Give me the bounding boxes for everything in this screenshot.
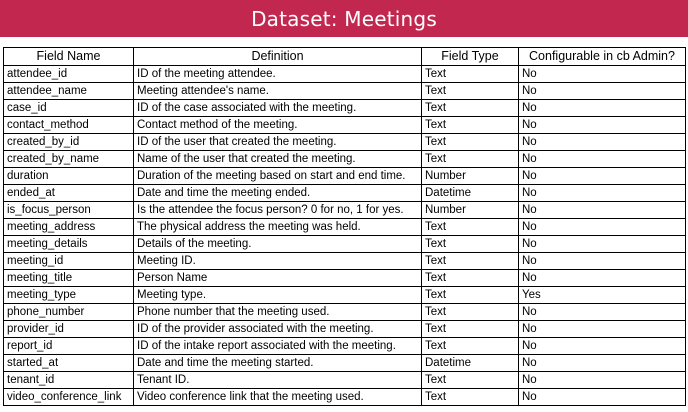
cell-configurable: No xyxy=(519,270,686,287)
cell-definition: Tenant ID. xyxy=(134,372,422,389)
cell-configurable: No xyxy=(519,338,686,355)
page-title: Dataset: Meetings xyxy=(251,6,437,31)
cell-field-name: meeting_title xyxy=(4,270,134,287)
cell-field-name: meeting_type xyxy=(4,287,134,304)
cell-definition: Duration of the meeting based on start and end time. xyxy=(134,168,422,185)
cell-field-type: Text xyxy=(422,372,519,389)
cell-field-type: Text xyxy=(422,117,519,134)
cell-definition: Name of the user that created the meeting. xyxy=(134,151,422,168)
table-row xyxy=(4,253,686,270)
cell-field-name: meeting_details xyxy=(4,236,134,253)
cell-field-type: Text xyxy=(422,219,519,236)
cell-field-name: duration xyxy=(4,168,134,185)
cell-configurable: No xyxy=(519,236,686,253)
cell-definition: Meeting attendee's name. xyxy=(134,83,422,100)
cell-field-name: created_by_id xyxy=(4,134,134,151)
cell-configurable: No xyxy=(519,355,686,372)
header-definition: Definition xyxy=(134,48,422,66)
cell-field-type: Text xyxy=(422,83,519,100)
cell-field-name: tenant_id xyxy=(4,372,134,389)
cell-configurable: No xyxy=(519,321,686,338)
cell-definition: ID of the case associated with the meeting. xyxy=(134,100,422,117)
cell-field-name: report_id xyxy=(4,338,134,355)
cell-field-name: attendee_id xyxy=(4,66,134,83)
cell-field-name: contact_method xyxy=(4,117,134,134)
cell-field-type: Text xyxy=(422,304,519,321)
header-field-name: Field Name xyxy=(4,48,134,66)
cell-field-name: is_focus_person xyxy=(4,202,134,219)
cell-field-name: video_conference_link xyxy=(4,389,134,406)
cell-definition: ID of the user that created the meeting. xyxy=(134,134,422,151)
cell-field-type: Text xyxy=(422,253,519,270)
cell-configurable: No xyxy=(519,66,686,83)
cell-field-type: Number xyxy=(422,202,519,219)
table-row xyxy=(4,389,686,406)
cell-configurable: Yes xyxy=(519,287,686,304)
table-row xyxy=(4,372,686,389)
table-row xyxy=(4,304,686,321)
cell-definition: Meeting type. xyxy=(134,287,422,304)
fields-table xyxy=(3,47,686,406)
cell-definition: ID of the provider associated with the meeting. xyxy=(134,321,422,338)
cell-definition: ID of the meeting attendee. xyxy=(134,66,422,83)
cell-field-name: ended_at xyxy=(4,185,134,202)
cell-field-name: attendee_name xyxy=(4,83,134,100)
cell-field-name: case_id xyxy=(4,100,134,117)
cell-field-type: Text xyxy=(422,321,519,338)
cell-definition: Details of the meeting. xyxy=(134,236,422,253)
header-configurable: Configurable in cb Admin? xyxy=(519,48,686,66)
header-row xyxy=(4,48,686,66)
cell-field-name: provider_id xyxy=(4,321,134,338)
cell-field-type: Number xyxy=(422,168,519,185)
cell-field-type: Text xyxy=(422,338,519,355)
cell-field-type: Text xyxy=(422,66,519,83)
table-body xyxy=(4,66,686,406)
cell-field-type: Text xyxy=(422,134,519,151)
cell-definition: Meeting ID. xyxy=(134,253,422,270)
cell-field-name: phone_number xyxy=(4,304,134,321)
cell-configurable: No xyxy=(519,253,686,270)
table-row xyxy=(4,270,686,287)
cell-definition: Contact method of the meeting. xyxy=(134,117,422,134)
table-row xyxy=(4,338,686,355)
table-row xyxy=(4,83,686,100)
cell-configurable: No xyxy=(519,202,686,219)
cell-configurable: No xyxy=(519,185,686,202)
cell-field-name: meeting_address xyxy=(4,219,134,236)
table-row xyxy=(4,321,686,338)
table-row xyxy=(4,168,686,185)
cell-definition: ID of the intake report associated with the meeting. xyxy=(134,338,422,355)
cell-field-name: started_at xyxy=(4,355,134,372)
cell-configurable: No xyxy=(519,134,686,151)
cell-configurable: No xyxy=(519,100,686,117)
cell-field-type: Text xyxy=(422,270,519,287)
cell-field-type: Text xyxy=(422,151,519,168)
cell-definition: Phone number that the meeting used. xyxy=(134,304,422,321)
cell-field-type: Datetime xyxy=(422,185,519,202)
table-row xyxy=(4,287,686,304)
cell-definition: Person Name xyxy=(134,270,422,287)
title-banner xyxy=(0,0,688,37)
cell-field-name: meeting_id xyxy=(4,253,134,270)
cell-field-name: created_by_name xyxy=(4,151,134,168)
table-row xyxy=(4,66,686,83)
table-row xyxy=(4,151,686,168)
table-row xyxy=(4,134,686,151)
cell-configurable: No xyxy=(519,117,686,134)
cell-definition: Is the attendee the focus person? 0 for no, 1 for yes. xyxy=(134,202,422,219)
cell-field-type: Datetime xyxy=(422,355,519,372)
cell-configurable: No xyxy=(519,151,686,168)
cell-definition: Date and time the meeting started. xyxy=(134,355,422,372)
cell-field-type: Text xyxy=(422,100,519,117)
table-row xyxy=(4,236,686,253)
table-row xyxy=(4,185,686,202)
cell-configurable: No xyxy=(519,389,686,406)
cell-field-type: Text xyxy=(422,287,519,304)
cell-field-type: Text xyxy=(422,236,519,253)
cell-configurable: No xyxy=(519,168,686,185)
table-row xyxy=(4,202,686,219)
cell-field-type: Text xyxy=(422,389,519,406)
cell-configurable: No xyxy=(519,219,686,236)
header-field-type: Field Type xyxy=(422,48,519,66)
table-row xyxy=(4,117,686,134)
table-row xyxy=(4,219,686,236)
cell-configurable: No xyxy=(519,304,686,321)
table-row xyxy=(4,100,686,117)
table-row xyxy=(4,355,686,372)
cell-configurable: No xyxy=(519,83,686,100)
cell-definition: The physical address the meeting was held. xyxy=(134,219,422,236)
cell-definition: Video conference link that the meeting used. xyxy=(134,389,422,406)
cell-definition: Date and time the meeting ended. xyxy=(134,185,422,202)
cell-configurable: No xyxy=(519,372,686,389)
